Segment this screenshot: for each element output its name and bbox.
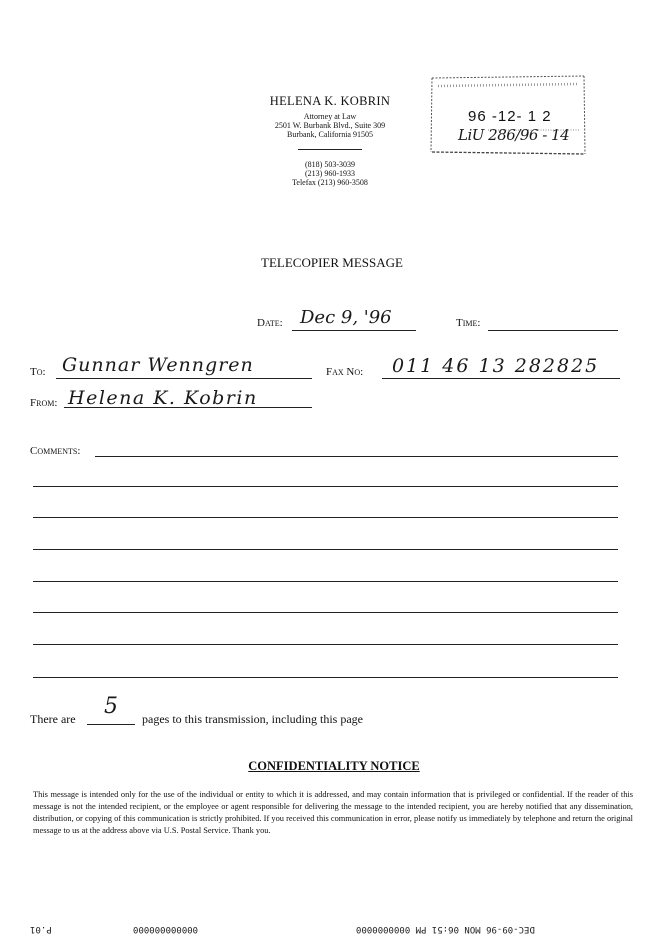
from-value: Helena K. Kobrin [68, 387, 258, 409]
time-line [488, 330, 618, 331]
comments-line-6 [33, 612, 618, 613]
confidentiality-body: This message is intended only for the use of the individual or entity to which it is addressed, and may contain information that is privileged or confidential. If the reader of this message is not the intended recipient, or the employee or agent responsible for delivering the message to the intended recipient, you are hereby notified that any dissemination, distribution, or copying of this communication is strictly prohibited. If you received this communication in error, please notify us immediately by telephone and return the original message to us at the address above via U.S. Postal Service. Thank you. [33, 790, 633, 835]
date-line [292, 330, 416, 331]
footer-page-number: P.01 [30, 924, 52, 934]
received-stamp [428, 72, 588, 158]
confidentiality-heading: CONFIDENTIALITY NOTICE [248, 759, 420, 773]
footer-timestamp: DEC-09-96 MON 06:51 PM 0000000000 [356, 924, 535, 934]
phone-2: (213) 960-1933 [305, 169, 355, 178]
stamp-reference: LiU 286/96 - 14 [458, 126, 570, 144]
to-label: To: [30, 366, 46, 378]
comments-line-7 [33, 644, 618, 645]
comments-line-3 [33, 517, 618, 518]
comments-line-4 [33, 549, 618, 550]
date-label: Date: [257, 317, 283, 329]
pages-suffix: pages to this transmission, including this page [142, 712, 363, 726]
footer-code: 000000000000 [133, 924, 199, 934]
pages-count-line [87, 724, 135, 725]
telefax: Telefax (213) 960-3508 [292, 178, 368, 187]
from-label: From: [30, 397, 58, 409]
address-line-2: Burbank, California 91505 [287, 130, 373, 139]
comments-line-8 [33, 677, 618, 678]
date-value: Dec 9, '96 [300, 307, 392, 328]
letterhead-divider [298, 149, 362, 150]
comments-line-5 [33, 581, 618, 582]
pages-prefix: There are [30, 712, 76, 726]
comments-line-1 [95, 456, 618, 457]
fax-value: 011 46 13 282825 [392, 355, 600, 377]
pages-count: 5 [104, 694, 118, 719]
attorney-name: HELENA K. KOBRIN [269, 94, 391, 108]
stamp-date: 96 -12- 1 2 [468, 108, 552, 125]
comments-line-2 [33, 486, 618, 487]
to-line [56, 378, 312, 379]
address-line-1: 2501 W. Burbank Blvd., Suite 309 [274, 121, 386, 130]
time-label: Time: [456, 317, 481, 329]
to-value: Gunnar Wenngren [62, 354, 254, 376]
attorney-title: Attorney at Law [303, 112, 357, 121]
comments-label: Comments: [30, 445, 81, 457]
letterhead [230, 94, 430, 187]
phone-1: (818) 503-3039 [305, 160, 355, 169]
fax-line [382, 378, 620, 379]
document-heading: TELECOPIER MESSAGE [261, 255, 403, 270]
fax-label: Fax No: [326, 366, 364, 378]
